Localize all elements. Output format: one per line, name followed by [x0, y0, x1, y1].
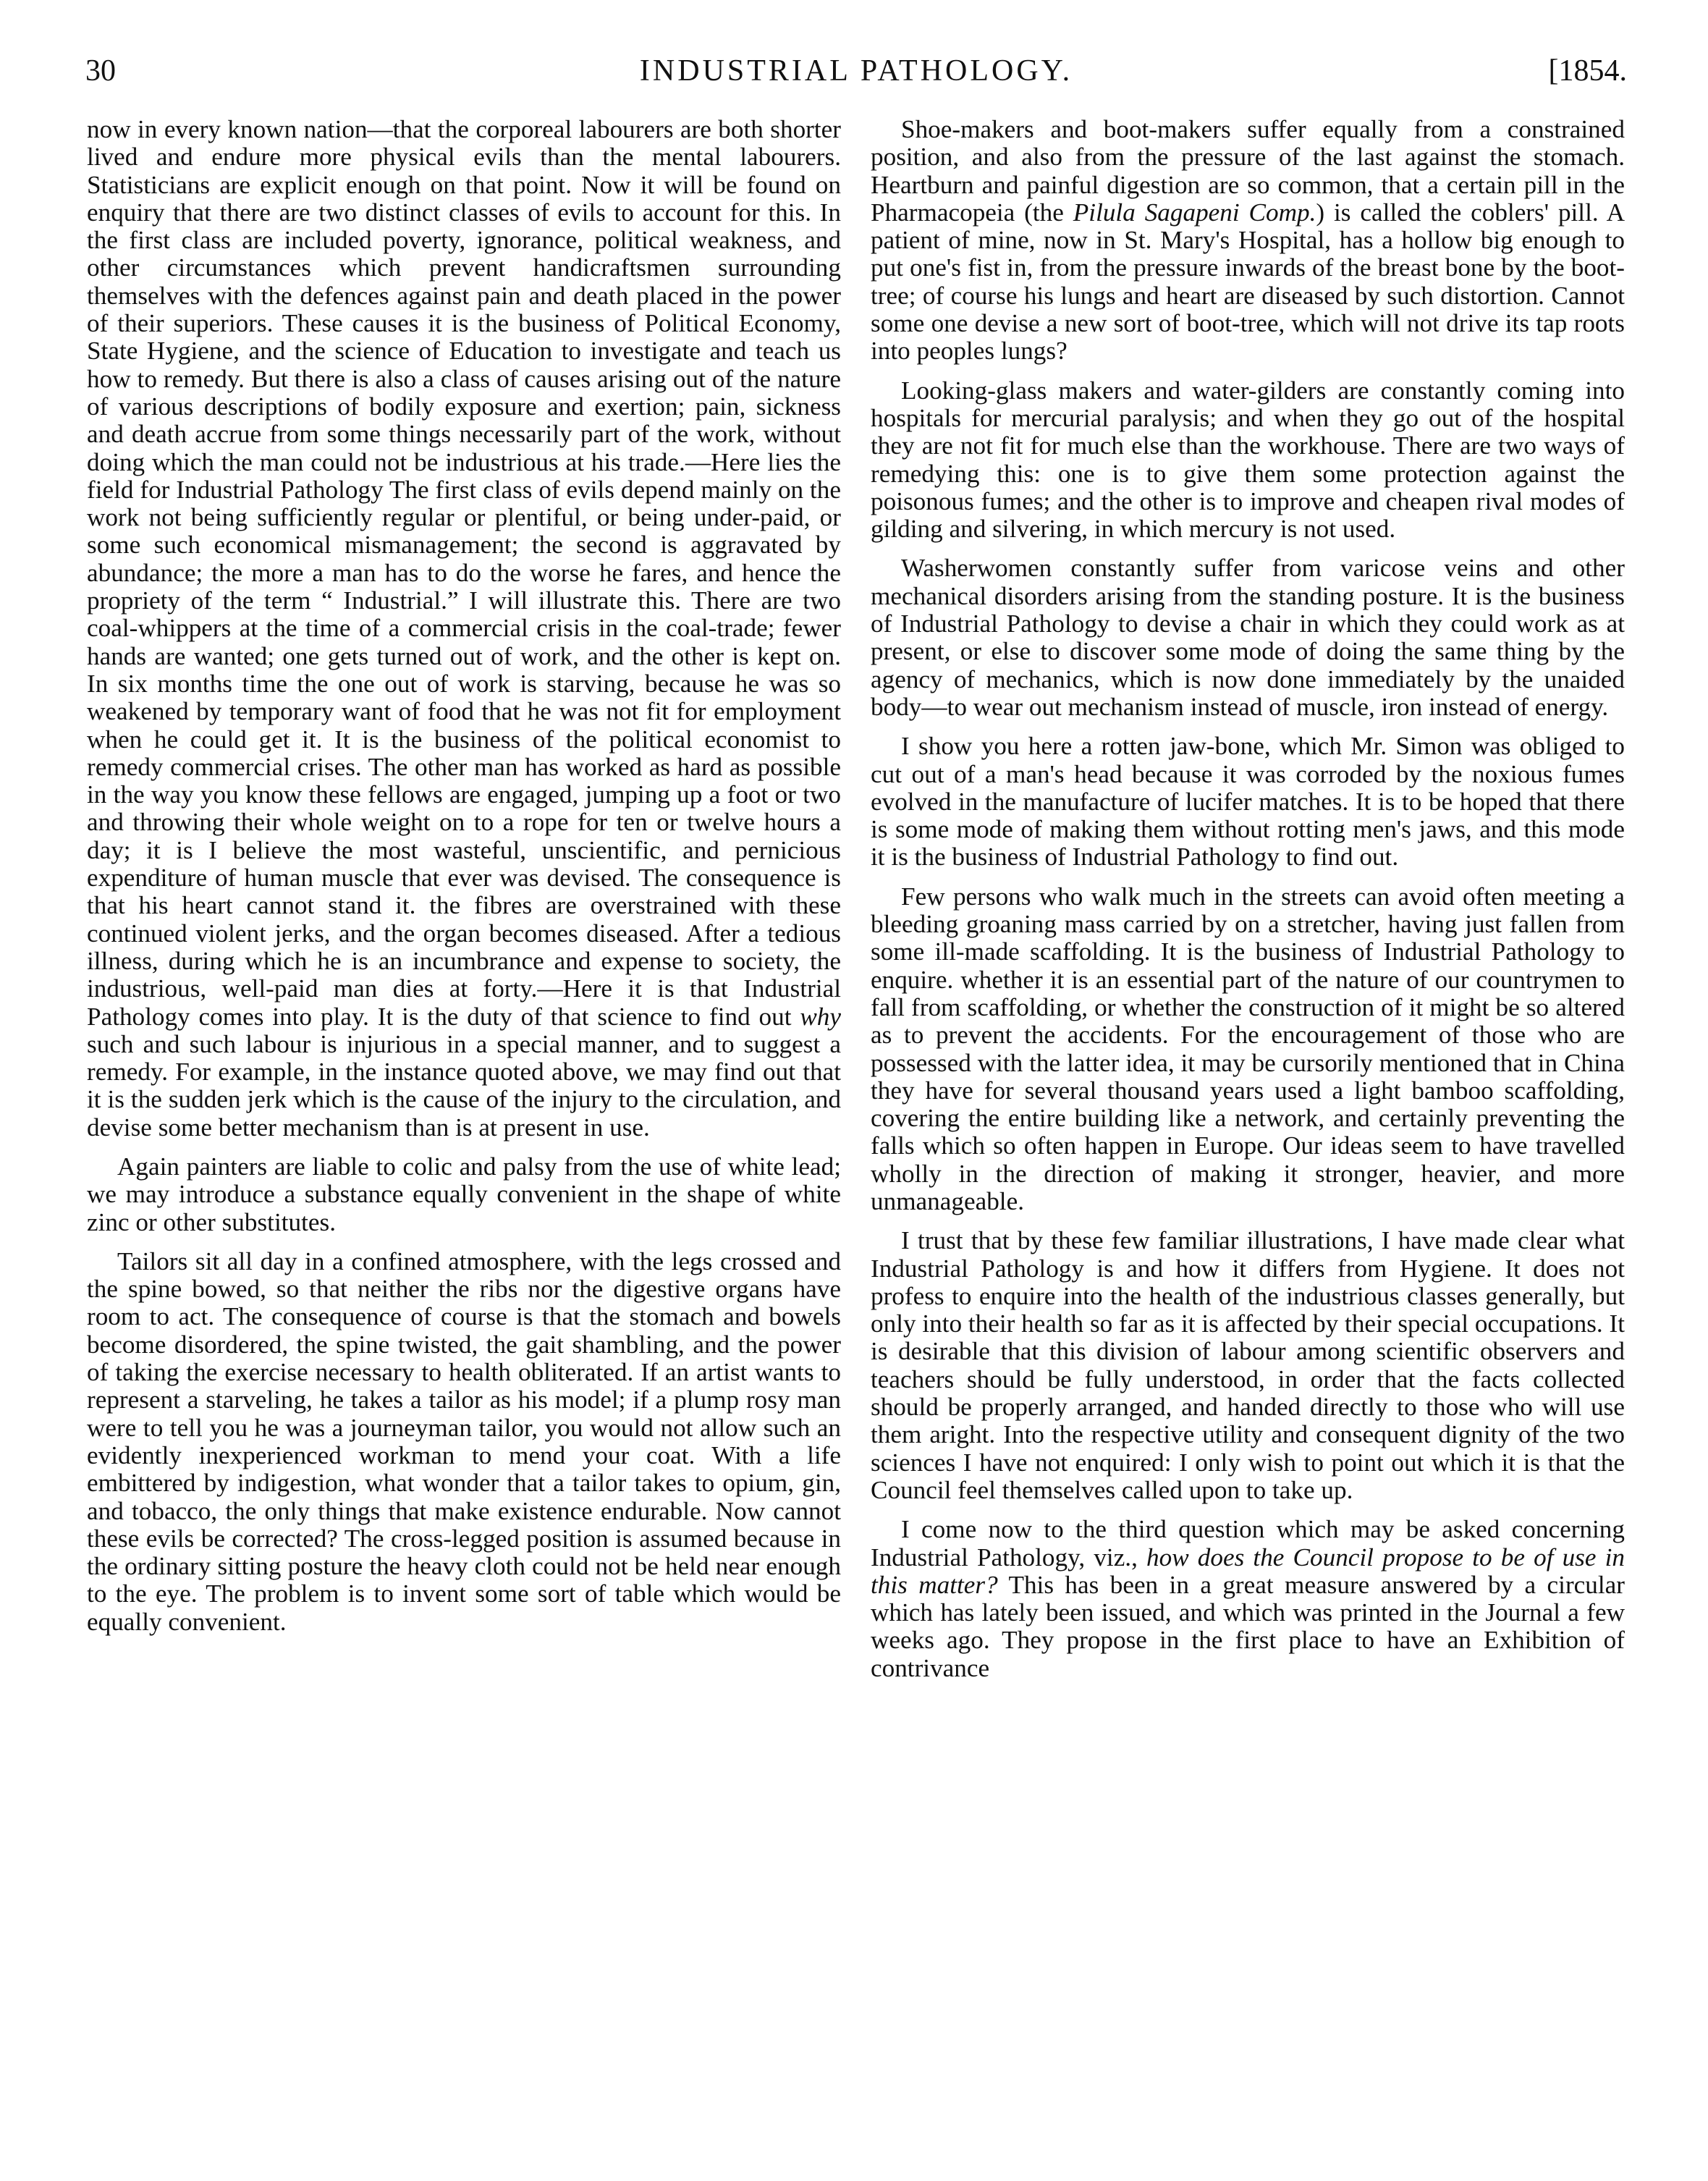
paragraph: Washerwomen constantly suffer from varicose veins and other mechanical disorders arising from the standing posture. It is the business of Industrial Pathology to devise a chair in which they could work as at present, or else to discover some mode of doing the same thing by the agency of mechanics, which is now done immediately by the unaided body—to wear out mechanism instead of muscle, iron instead of energy. — [871, 554, 1625, 721]
paragraph: Few persons who walk much in the streets can avoid often meeting a bleeding groaning mass carried by on a stretcher, having just fallen from some ill-made scaffolding. It is the business of Industrial Pathology to enquire. whether it is an essential part of the nature of our countrymen to fall from scaffolding, or whether the construction of it might be so altered as to prevent the accidents. For the encouragement of those who are possessed with the latter idea, it may be cursorily mentioned that in China they have for several thousand years used a light bamboo scaffolding, covering the entire building like a network, and certainly preventing the falls which so often happen in Europe. Our ideas seem to have travelled wholly in the direction of making it stronger, heavier, and more unmanageable. — [871, 882, 1625, 1215]
paragraph-text: I come now to the third question which may be asked concerning Industrial Pathology, viz., — [871, 1515, 1625, 1572]
emphasis-text: why — [800, 1002, 841, 1031]
header-year: [1854. — [1548, 54, 1627, 88]
paragraph-text: ) is called the coblers' pill. A patient of mine, now in St. Mary's Hospital, has a hollow big enough to put one's fist in, from the pressure inwards of the breast bone by the boot-tree; of course his lungs and heart are diseased by such distortion. Cannot some one devise a new sort of boot-tree, which will not drive its tap roots into peoples lungs? — [871, 198, 1625, 366]
paragraph: Again painters are liable to colic and palsy from the use of white lead; we may introduce a substance equally convenient in the shape of white zinc or other substitutes. — [87, 1152, 841, 1236]
paragraph — [871, 116, 1625, 366]
paragraph — [87, 116, 841, 1142]
paragraph-text: This has been in a great measure answered by a circular which has lately been issued, and which was printed in the Journal a few weeks ago. They propose in the first place to have an Exhibition of contrivance — [871, 1570, 1625, 1682]
paragraph-text: now in every known nation—that the corporeal labourers are both shorter lived and endure more physical evils than the mental labourers. Statisticians are explicit enough on that point. Now it will be found on enquiry that there are two distinct classes of evils to account for this. In the first class are included poverty, ignorance, political weakness, and other circumstances which prevent handicraftsmen surrounding themselves with the defences against pain and death placed in the power of their superiors. These causes it is the business of Political Economy, State Hygiene, and the science of Education to investigate and teach us how to remedy. But there is also a class of causes arising out of the nature of various descriptions of bodily exposure and exertion; pain, sickness and death accrue from some things necessarily part of the work, without doing which the man could not be industrious at his trade.—Here lies the field for Industrial Pathology The first class of evils depend mainly on the work not being sufficiently regular or plentiful, or being under-paid, or some such economical mismanagement; the second is aggravated by abundance; the more a man has to do the worse he fares, and hence the propriety of the term “ Industrial.” I will illustrate this. There are two coal-whippers at the time of a commercial crisis in the coal-trade; fewer hands are wanted; one gets turned out of work, and the other is kept on. In six months time the one out of work is starving, because he was so weakened by temporary want of food that he was not fit for employment when he could get it. It is the business of the political economist to remedy commercial crises. The other man has worked as hard as possible in the way you know these fellows are engaged, jumping up a foot or two and throwing their whole weight on to a rope for ten or twelve hours a day; it is I believe the most wasteful, unscientific, and pernicious expenditure of human muscle that ever was devised. The consequence is that his heart cannot stand it. the fibres are overstrained with these continued violent jerks, and the organ becomes diseased. After a tedious illness, during which he is an incumbrance and expense to society, the industrious, well-paid man dies at forty.—Here it is that Industrial Pathology comes into play. It is the duty of that science to find out — [87, 115, 841, 1031]
right-column — [871, 116, 1625, 1682]
running-title: INDUSTRIAL PATHOLOGY. — [639, 54, 1073, 88]
left-column — [87, 116, 841, 1636]
paragraph: Looking-glass makers and water-gilders are constantly coming into hospitals for mercurial paralysis; and when they go out of the hospital they are not fit for much else than the workhouse. There are two ways of remedying this: one is to give them some protection against the poisonous fumes; and the other is to improve and cheapen rival modes of gilding and silvering, in which mercury is not used. — [871, 376, 1625, 544]
paragraph-text: Shoe-makers and boot-makers suffer equally from a constrained position, and also from the pressure of the last against the stomach. Heartburn and painful digestion are so common, that a certain pill in the Pharmacopeia (the — [871, 115, 1625, 227]
paragraph: I show you here a rotten jaw-bone, which Mr. Simon was obliged to cut out of a man's head because it was corroded by the noxious fumes evolved in the manufacture of lucifer matches. It is to be hoped that there is some mode of making them without rotting men's jaws, and this mode it is the business of Industrial Pathology to find out. — [871, 732, 1625, 872]
paragraph-text: such and such labour is injurious in a special manner, and to suggest a remedy. For example, in the instance quoted above, we may find out that it is the sudden jerk which is the cause of the injury to the circulation, and devise some better mechanism than is at present in use. — [87, 1029, 841, 1142]
emphasis-text: how does the Council propose to be of use in this matter? — [871, 1543, 1625, 1599]
page-number: 30 — [85, 54, 116, 88]
paragraph: Tailors sit all day in a confined atmosphere, with the legs crossed and the spine bowed, so that neither the ribs nor the digestive organs have room to act. The consequence of course is that the stomach and bowels become disordered, the spine twisted, the gait shambling, and the power of taking the exercise necessary to health obliterated. If an artist wants to represent a starveling, he takes a tailor as his model; if a plump rosy man were to tell you he was a journeyman tailor, you would not allow such an evidently inexperienced workman to mend your coat. With a life embittered by indigestion, what wonder that a tailor takes to opium, gin, and tobacco, the only things that make existence endurable. Now cannot these evils be corrected? The cross-legged position is assumed because in the ordinary sitting posture the heavy cloth could not be held near enough to the eye. The problem is to invent some sort of table which would be equally convenient. — [87, 1246, 841, 1636]
paragraph — [871, 1516, 1625, 1682]
paragraph: I trust that by these few familiar illustrations, I have made clear what Industrial Pathology is and how it differs from Hygiene. It does not profess to enquire into the health of the industrious classes generally, but only into their health so far as it is affected by their special occupations. It is desirable that this division of labour among scientific observers and teachers should be fully understood, in order that the facts collected should be properly arranged, and handed directly to those who will use them aright. Into the respective utility and consequent dignity of the two sciences I have not enquired: I only wish to point out which it is that the Council feel themselves called upon to take up. — [871, 1226, 1625, 1504]
emphasis-text: Pilula Sagapeni Comp. — [1073, 198, 1316, 227]
running-header — [85, 49, 1627, 93]
